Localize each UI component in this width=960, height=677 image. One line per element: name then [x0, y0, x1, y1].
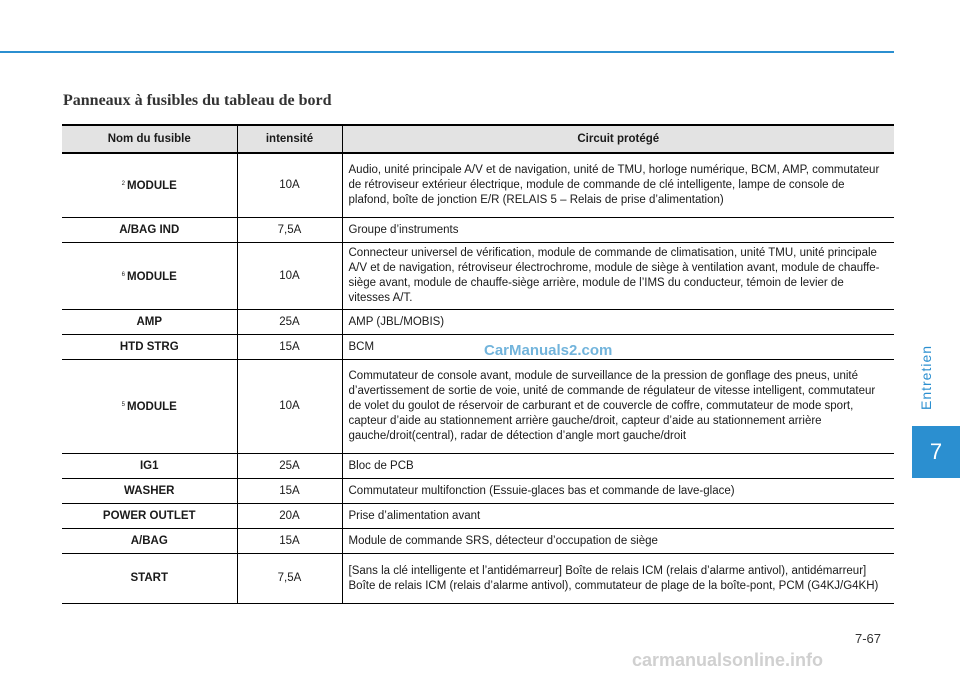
- fuse-amperage: 10A: [237, 243, 342, 310]
- table-row: [62, 335, 894, 360]
- fuse-name: [62, 310, 237, 335]
- header-amperage: intensité: [237, 125, 342, 153]
- protected-circuit: Commutateur multifonction (Essuie-glaces bas et commande de lave-glace): [342, 479, 894, 504]
- fuse-name-text: HTD STRG: [119, 340, 179, 353]
- table-row: [62, 554, 894, 604]
- fuse-name: [62, 454, 237, 479]
- footer-watermark: carmanualsonline.info: [632, 650, 824, 670]
- table-row: [62, 154, 894, 218]
- footnote-marker: 2: [121, 181, 125, 187]
- page-number: 7-67: [855, 631, 882, 646]
- header-circuit: Circuit protégé: [342, 125, 894, 153]
- protected-circuit: Commutateur de console avant, module de surveillance de la pression de gonflage des pneus, unité d’avertissement de sortie de voie, unité de commande de régulateur de vitesse intelligent, commutateur de volet du goulot de réservoir de carburant et de couvercle de coffre, commutateur de mode sport, capteur d’aide au stationnement arrière gauche/droit, capteur d’aide au stationnement arrière gauche/droit(central), radar de détection d’angle mort gauche/droit: [342, 360, 894, 454]
- fuse-name: [62, 504, 237, 529]
- header-fuse-name: Nom du fusible: [62, 125, 237, 153]
- protected-circuit: BCM: [342, 335, 894, 360]
- fuse-amperage: 10A: [237, 154, 342, 218]
- fuse-name: [62, 529, 237, 554]
- fuse-name-text: MODULE: [127, 180, 177, 192]
- section-label: Entretien: [918, 344, 934, 410]
- fuse-amperage: 7,5A: [237, 554, 342, 604]
- fuse-name-text: START: [130, 572, 168, 584]
- fuse-amperage: 10A: [237, 360, 342, 454]
- fuse-name: [62, 335, 237, 360]
- fuse-name-text: AMP: [136, 315, 163, 328]
- fuse-amperage: 15A: [237, 479, 342, 504]
- table-header-row: [62, 125, 894, 153]
- table-row: [62, 310, 894, 335]
- table-row: [62, 218, 894, 243]
- fuse-name-text: IG1: [139, 459, 159, 472]
- protected-circuit: Module de commande SRS, détecteur d’occupation de siège: [342, 529, 894, 554]
- table-row: [62, 243, 894, 310]
- fuse-amperage: 15A: [237, 529, 342, 554]
- protected-circuit: Prise d’alimentation avant: [342, 504, 894, 529]
- protected-circuit: Bloc de PCB: [342, 454, 894, 479]
- table-row: [62, 479, 894, 504]
- table-row: [62, 454, 894, 479]
- fuse-amperage: 25A: [237, 454, 342, 479]
- fuse-name: [62, 554, 237, 604]
- fuse-name-text: A/BAG IND: [119, 223, 180, 236]
- protected-circuit: [Sans la clé intelligente et l’antidémarreur] Boîte de relais ICM (relais d’alarme antivol), antidémarreur] Boîte de relais ICM (relais d’alarme antivol), commutateur de plage de la boîte-pont, PCM (G4KJ/G4KH): [342, 554, 894, 604]
- fuse-amperage: 25A: [237, 310, 342, 335]
- footnote-marker: 5: [121, 402, 125, 408]
- fuse-name: [62, 154, 237, 218]
- fuse-name-text: WASHER: [124, 484, 175, 497]
- fuse-table: [62, 124, 894, 604]
- chapter-tab: 7: [912, 426, 960, 478]
- fuse-name-text: A/BAG: [130, 534, 168, 547]
- fuse-name: [62, 218, 237, 243]
- fuse-amperage: 15A: [237, 335, 342, 360]
- fuse-name: [62, 243, 237, 310]
- protected-circuit: Connecteur universel de vérification, module de commande de climatisation, unité TMU, unité principale A/V et de navigation, rétroviseur électrochrome, module de siège à ventilation avant, module de chauffe-siège avant, module de chauffe-siège arrière, module de l’IMS du conducteur, témoin de levier de vitesses A/T.: [342, 243, 894, 310]
- protected-circuit: AMP (JBL/MOBIS): [342, 310, 894, 335]
- top-rule: [0, 51, 894, 53]
- fuse-name-text: MODULE: [127, 401, 177, 413]
- table-row: [62, 504, 894, 529]
- watermark: CarManuals2.com: [484, 342, 613, 359]
- fuse-name-text: POWER OUTLET: [102, 509, 196, 522]
- fuse-name-text: MODULE: [127, 270, 177, 283]
- protected-circuit: Audio, unité principale A/V et de navigation, unité de TMU, horloge numérique, BCM, AMP, commutateur de rétroviseur extérieur électrique, module de commande de clé intelligente, lampe de console de plafond, boîte de jonction E/R (RELAIS 5 – Relais de prise d’alimentation): [342, 154, 894, 218]
- fuse-amperage: 20A: [237, 504, 342, 529]
- table-row: [62, 529, 894, 554]
- protected-circuit: Groupe d’instruments: [342, 218, 894, 243]
- fuse-name: [62, 479, 237, 504]
- fuse-name: [62, 360, 237, 454]
- page-title: Panneaux à fusibles du tableau de bord: [63, 92, 332, 109]
- table-row: [62, 360, 894, 454]
- fuse-amperage: 7,5A: [237, 218, 342, 243]
- table-body: [62, 153, 894, 604]
- footnote-marker: 6: [121, 271, 125, 278]
